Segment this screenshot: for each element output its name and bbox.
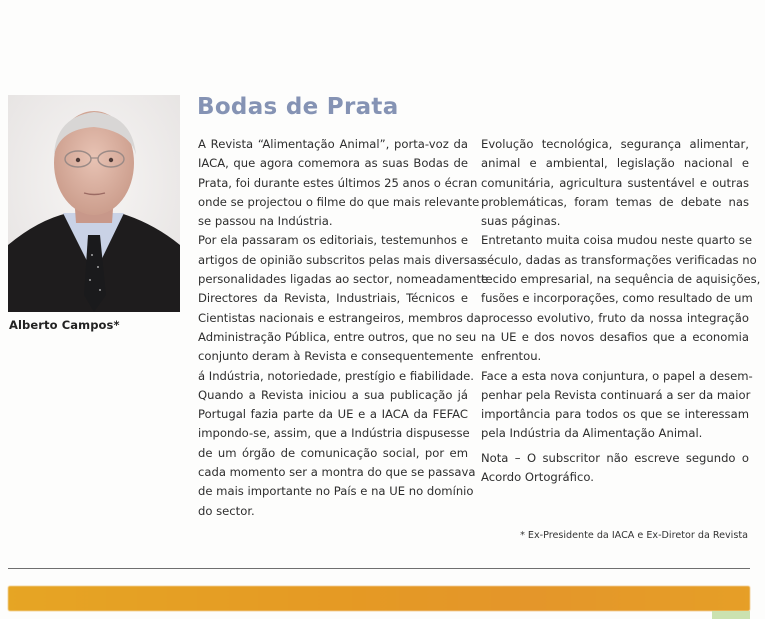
text-line: de um órgão de comunicação social, por em [198,445,468,460]
text-line: Prata, foi durante estes últimos 25 anos o écran [198,175,478,190]
text-line: Quando a Revista iniciou a sua publicação já [198,387,468,402]
text-line: do sector. [198,503,255,518]
paragraph [198,231,489,385]
text-line: artigos de opinião subscritos pelas mais diversas [198,252,484,267]
paragraph [198,386,476,521]
author-portrait-photo [8,95,180,312]
text-line: impondo-se, assim, que a Indústria dispusesse [198,426,470,441]
text-line: na UE e dos novos desafios que a economia [481,329,749,344]
text-line: fusões e incorporações, como resultado de um [481,291,753,306]
text-line: Acordo Ortográfico. [481,470,594,485]
text-line: Portugal fazia parte da UE e a IACA da FEFAC [198,407,468,422]
text-line: Face a esta nova conjuntura, o papel a desem- [481,368,753,383]
text-line: animal e ambiental, legislação nacional e [481,156,749,171]
text-line: personalidades ligadas ao sector, nomeadamente [198,272,489,287]
paragraph [481,135,749,231]
text-line: Nota – O subscritor não escreve segundo o [481,450,749,465]
text-line: conjunto deram à Revista e consequentemente [198,349,474,364]
text-line: onde se projectou o filme do que mais relevante [198,194,480,209]
article-right-column [481,135,761,487]
section-divider [8,568,750,569]
paragraph [481,231,761,366]
text-line: problemáticas, foram temas de debate nas [481,194,749,209]
text-line: comunitária, agricultura sustentável e outras [481,175,749,190]
text-line: penhar pela Revista continuará a ser da maior [481,387,751,402]
author-name-caption: Alberto Campos* [9,318,120,332]
paragraph [198,135,480,231]
paragraph [481,367,753,444]
portrait-image [8,95,180,312]
text-line: á Indústria, notoriedade, prestígio e fiabilidade. [198,368,474,383]
text-line: Evolução tecnológica, segurança alimentar, [481,137,749,151]
article-title: Bodas de Prata [197,94,399,120]
text-line: Por ela passaram os editoriais, testemunhos e [198,233,468,248]
text-line: suas páginas. [481,214,561,229]
article-left-column [198,135,489,521]
text-line: Administração Pública, entre outros, que no seu [198,329,477,344]
text-line: tecido empresarial, na sequência de aquisições, [481,272,761,287]
text-line: IACA, que agora comemora as suas Bodas de [198,156,468,171]
text-line: século, dadas as transformações verificadas no [481,252,757,267]
text-line: Entretanto muita coisa mudou neste quarto se [481,233,752,248]
decorative-orange-bar [8,586,750,611]
text-line: A Revista “Alimentação Animal”, porta-voz da [198,137,468,151]
text-line: pela Indústria da Alimentação Animal. [481,426,703,441]
text-line: se passou na Indústria. [198,214,333,229]
text-line: Directores da Revista, Industriais, Técnicos e [198,291,468,306]
text-line: enfrentou. [481,349,542,364]
text-line: processo evolutivo, fruto da nossa integração [481,310,749,325]
text-line: de mais importante no País e na UE no domínio [198,484,474,499]
text-line: importância para todos os que se interessam [481,407,749,422]
note-paragraph [481,449,749,488]
author-footnote: * Ex-Presidente da IACA e Ex-Diretor da Revista [520,530,748,541]
text-line: cada momento ser a montra do que se passava [198,465,476,480]
text-line: Cientistas nacionais e estrangeiros, membros da [198,310,481,325]
decorative-green-accent [712,611,750,619]
